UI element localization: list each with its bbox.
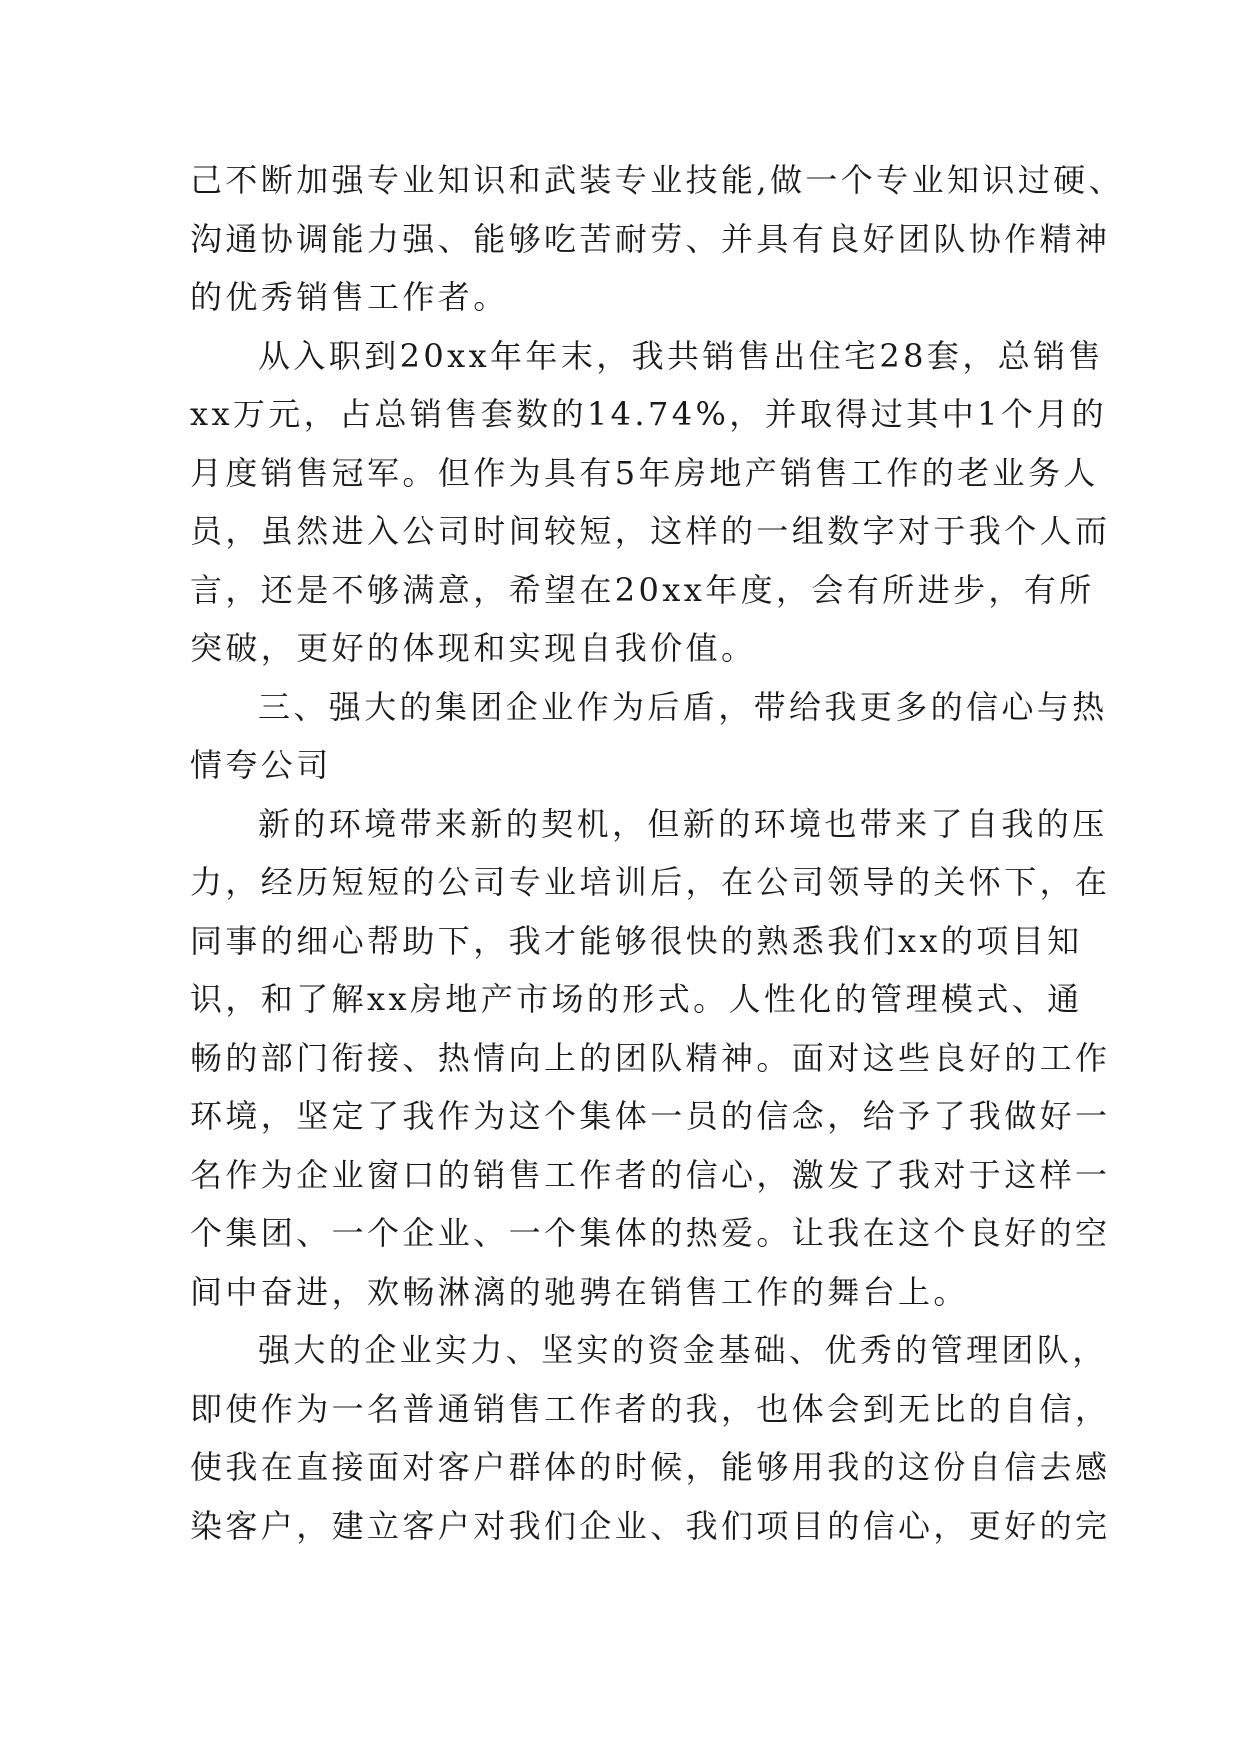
text-line: 力，经历短短的公司专业培训后，在公司领导的关怀下，在 (190, 863, 1111, 901)
text-line: 突破，更好的体现和实现自我价值。 (190, 629, 757, 667)
text-line: 月度销售冠军。但作为具有5年房地产销售工作的老业务人 (190, 453, 1099, 492)
paragraph-start-line: 新的环境带来新的契机，但新的环境也带来了自我的压 (258, 804, 1108, 843)
text-line: 环境，坚定了我作为这个集体一员的信念，给予了我做好一 (190, 1097, 1111, 1135)
section-heading-line: 三、强大的集团企业作为后盾，带给我更多的信心与热 (258, 687, 1108, 726)
text-line: 识，和了解xx房地产市场的形式。人性化的管理模式、通 (190, 980, 1083, 1018)
text-line: 同事的细心帮助下，我才能够很快的熟悉我们xx的项目知 (190, 921, 1083, 960)
text-line: 己不断加强专业知识和武装专业技能,做一个专业知识过硬、 (190, 161, 1124, 199)
text-line: 个集团、一个企业、一个集体的热爱。让我在这个良好的空 (190, 1214, 1111, 1252)
text-line: 的优秀销售工作者。 (190, 278, 509, 316)
text-line: 员，虽然进入公司时间较短，这样的一组数字对于我个人而 (190, 512, 1111, 550)
text-line: 使我在直接面对客户群体的时候，能够用我的这份自信去感 (190, 1448, 1111, 1486)
text-line: 染客户，建立客户对我们企业、我们项目的信心，更好的完 (190, 1506, 1111, 1545)
section-heading-line: 情夸公司 (190, 746, 332, 784)
text-line: xx万元，占总销售套数的14.74%，并取得过其中1个月的 (190, 395, 1108, 433)
text-line: 沟通协调能力强、能够吃苦耐劳、并具有良好团队协作精神 (190, 219, 1111, 258)
text-line: 间中奋进，欢畅淋漓的驰骋在销售工作的舞台上。 (190, 1272, 969, 1311)
paragraph-start-line: 强大的企业实力、坚实的资金基础、优秀的管理团队， (258, 1331, 1108, 1369)
document-body (190, 151, 1124, 1555)
text-line: 畅的部门衔接、热情向上的团队精神。面对这些良好的工作 (190, 1038, 1111, 1077)
text-line: 名作为企业窗口的销售工作者的信心，激发了我对于这样一 (190, 1155, 1111, 1194)
paragraph-start-line: 从入职到20xx年年末，我共销售出住宅28套，总销售 (258, 336, 1104, 375)
text-line: 即使作为一名普通销售工作者的我，也体会到无比的自信， (190, 1389, 1111, 1428)
text-line: 言，还是不够满意，希望在20xx年度，会有所进步，有所 (190, 570, 1095, 609)
